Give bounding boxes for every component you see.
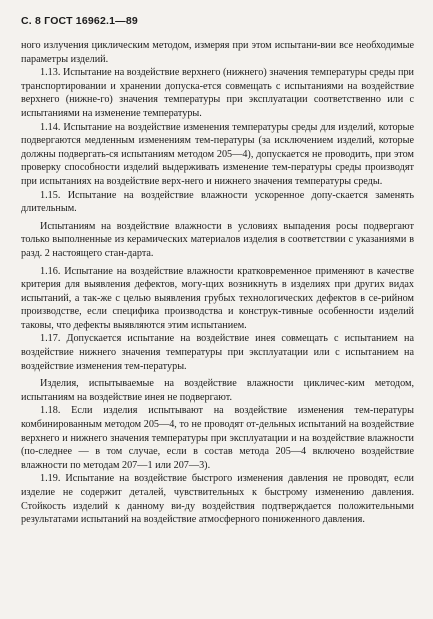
paragraph-frost-exclusion: Изделия, испытываемые на воздействие влажности цикличес-ким методом, испытаниям на воздействие инея не подвергают.: [21, 378, 414, 403]
paragraph-1-13: 1.13. Испытание на воздействие верхнего (нижнего) значения температуры среды при транспортировании и хранении допуска-ется совмещать с испытаниями на воздействие верхнего (нижне-го) значения температуры при эксплуатации соответственно или с испытаниями на изменение температуры.: [21, 67, 414, 119]
paragraph-dew-tests: Испытаниям на воздействие влажности в условиях выпадения росы подвергают только выполненные из керамических материалов изделия в соответствии с указаниями в разд. 2 настоящего стан-дарта.: [21, 220, 414, 259]
paragraph-1-19: 1.19. Испытание на воздействие быстрого изменения давления не проводят, если изделие не содержит деталей, чувствительных к быстрому изменению давления. Стойкость изделий к данному ви-ду воздействия подтверждается положительными результатами испытаний на воздействие атмосферного пониженного давления.: [21, 473, 414, 526]
document-body: [21, 39, 414, 527]
paragraph-1-16: 1.16. Испытание на воздействие влажности кратковременное применяют в качестве критерия для выявления дефектов, могу-щих возникнуть в изделиях при других видах испытаний, а так-же с целью выявления грубых технологических дефектов в се-рийном производстве, если специфика производства и конструк-тивные особенности изделий таковы, что дефекты выявляются этим испытанием.: [21, 265, 414, 331]
paragraph-continuation: ного излучения циклическим методом, измеряя при этом испытани-вии все необходимые параметры изделий.: [21, 40, 414, 65]
paragraph-1-18: 1.18. Если изделия испытывают на воздействие изменения тем-пературы комбинированным методом 205—4, то не проводят от-дельных испытаний на воздействие верхнего и нижнего значения температуры при эксплуатации и на воздействие влажности (по-следнее — в том случае, если в состав метода 205—4 включено воздействие влажности по методам 207—1 или 207—3).: [21, 405, 414, 471]
page-header: С. 8 ГОСТ 16962.1—89: [21, 15, 138, 27]
paragraph-1-17: 1.17. Допускается испытание на воздействие инея совмещать с испытанием на воздействие нижнего значения температуры при эксплуатации или с испытанием на воздействие изменения тем-пературы.: [21, 333, 414, 372]
paragraph-1-15: 1.15. Испытание на воздействие влажности ускоренное допу-скается заменять длительным.: [21, 189, 414, 215]
paragraph-1-14: 1.14. Испытание на воздействие изменения температуры среды для изделий, которые подвергаются медленным изменениям тем-пературы (за исключением изделий, которые должны подвергать-ся испытаниям методом 205—4), допускается не проводить, при этом проверку способности изделий выдерживать изменение тем-пературы среды производят при испытаниях на воздействие верх-него и нижнего значения температуры среды.: [21, 121, 414, 187]
